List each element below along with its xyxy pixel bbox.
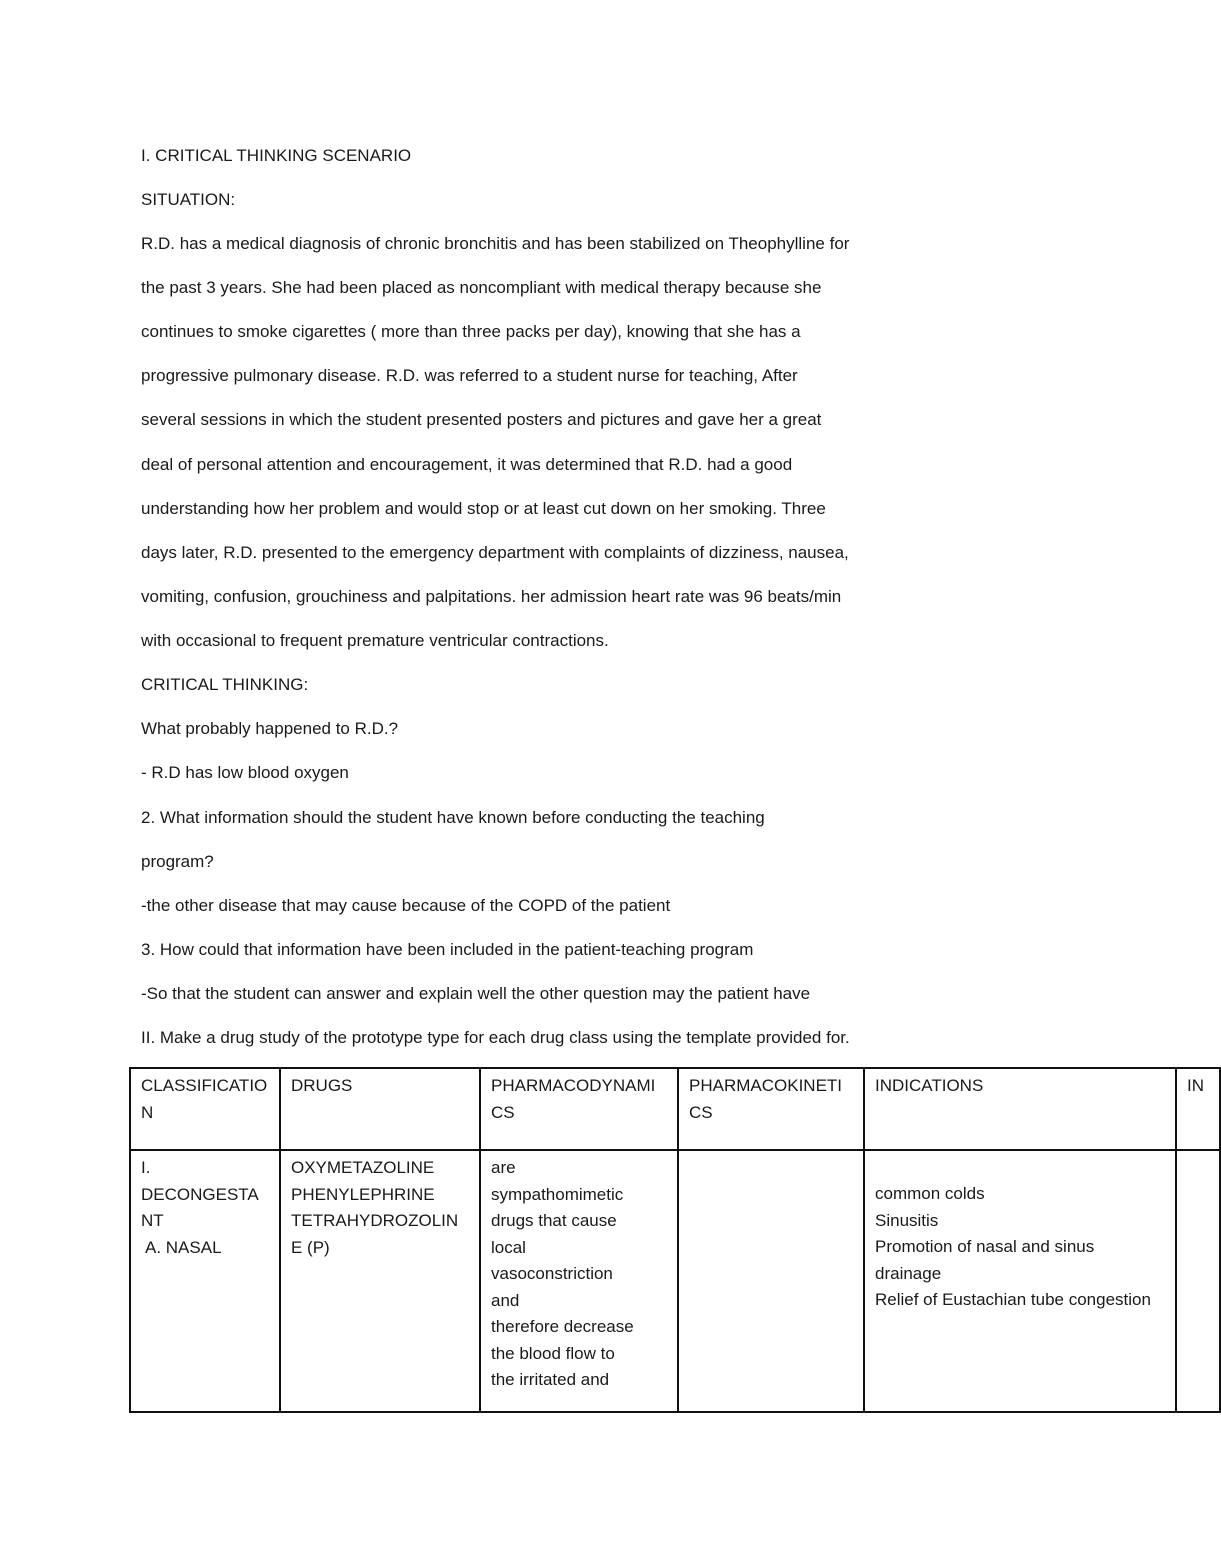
drug-name: OXYMETAZOLINE — [291, 1158, 435, 1177]
pharmacodynamics-line: sympathomimetic — [491, 1184, 624, 1204]
indication-item: Relief of Eustachian tube congestion — [875, 1290, 1151, 1309]
answer-1: - R.D has low blood oxygen — [141, 763, 349, 782]
critical-thinking-label: CRITICAL THINKING: — [141, 675, 309, 694]
pharmacodynamics-line: vasoconstriction — [491, 1264, 613, 1283]
section-2-title: II. Make a drug study of the prototype type for each drug class using the template provided for. — [141, 1028, 850, 1047]
header-pharmacodynamics: PHARMACODYNAMICS — [480, 1068, 678, 1150]
situation-line: understanding how her problem and would stop or at least cut down on her smoking. Three — [141, 499, 826, 518]
situation-line: with occasional to frequent premature ventricular contractions. — [141, 631, 609, 650]
classification-line: I. — [141, 1158, 151, 1177]
situation-line: R.D. has a medical diagnosis of chronic bronchitis and has been stabilized on Theophylline for — [141, 234, 850, 253]
indication-item: Promotion of nasal and sinus drainage — [875, 1237, 1095, 1283]
pharmacodynamics-line: are — [491, 1158, 516, 1177]
question-1: What probably happened to R.D.? — [141, 719, 399, 738]
situation-line: several sessions in which the student presented posters and pictures and gave her a great — [141, 410, 822, 429]
cell-drugs — [280, 1150, 480, 1412]
cell-pharmacodynamics — [480, 1150, 678, 1412]
question-2-cont: program? — [141, 852, 214, 871]
header-drugs: DRUGS — [280, 1068, 480, 1150]
pharmacodynamics-line: the blood flow to — [491, 1343, 615, 1363]
table-row — [130, 1150, 1220, 1412]
header-truncated: IN — [1176, 1068, 1220, 1150]
drug-study-table — [129, 1067, 1221, 1413]
header-indications: INDICATIONS — [864, 1068, 1176, 1150]
classification-line: DECONGESTANT — [141, 1184, 259, 1230]
answer-3: -So that the student can answer and explain well the other question may the patient have — [141, 984, 811, 1003]
pharmacodynamics-line: local — [491, 1237, 526, 1257]
situation-line: the past 3 years. She had been placed as noncompliant with medical therapy because she — [141, 278, 822, 297]
table-header-row — [130, 1068, 1220, 1150]
situation-line: continues to smoke cigarettes ( more than three packs per day), knowing that she has a — [141, 322, 801, 341]
situation-label: SITUATION: — [141, 190, 236, 209]
cell-classification — [130, 1150, 280, 1412]
drug-name: TETRAHYDROZOLINE (P) — [291, 1211, 459, 1257]
cell-truncated — [1176, 1150, 1220, 1412]
pharmacodynamics-line: and — [491, 1290, 520, 1310]
classification-line: A. NASAL — [145, 1237, 222, 1257]
situation-line: deal of personal attention and encouragement, it was determined that R.D. had a good — [141, 455, 793, 474]
section-1-title: I. CRITICAL THINKING SCENARIO — [141, 146, 412, 165]
header-pharmacokinetics: PHARMACOKINETICS — [678, 1068, 864, 1150]
drug-name: PHENYLEPHRINE — [291, 1184, 435, 1204]
indication-item: common colds — [875, 1184, 985, 1203]
situation-line: days later, R.D. presented to the emergency department with complaints of dizziness, nausea, — [141, 543, 849, 562]
question-2: 2. What information should the student have known before conducting the teaching — [141, 808, 765, 827]
answer-2: -the other disease that may cause because of the COPD of the patient — [141, 896, 671, 915]
pharmacodynamics-line: therefore decrease — [491, 1317, 634, 1336]
cell-pharmacokinetics — [678, 1150, 864, 1412]
situation-line: vomiting, confusion, grouchiness and palpitations. her admission heart rate was 96 beats/min — [141, 587, 842, 606]
indication-item: Sinusitis — [875, 1210, 939, 1230]
question-3: 3. How could that information have been included in the patient-teaching program — [141, 940, 754, 959]
pharmacodynamics-line: the irritated and — [491, 1370, 610, 1389]
pharmacodynamics-line: drugs that cause — [491, 1211, 617, 1230]
situation-line: progressive pulmonary disease. R.D. was referred to a student nurse for teaching, After — [141, 366, 798, 385]
header-classification: CLASSIFICATION — [130, 1068, 280, 1150]
cell-indications — [864, 1150, 1176, 1412]
